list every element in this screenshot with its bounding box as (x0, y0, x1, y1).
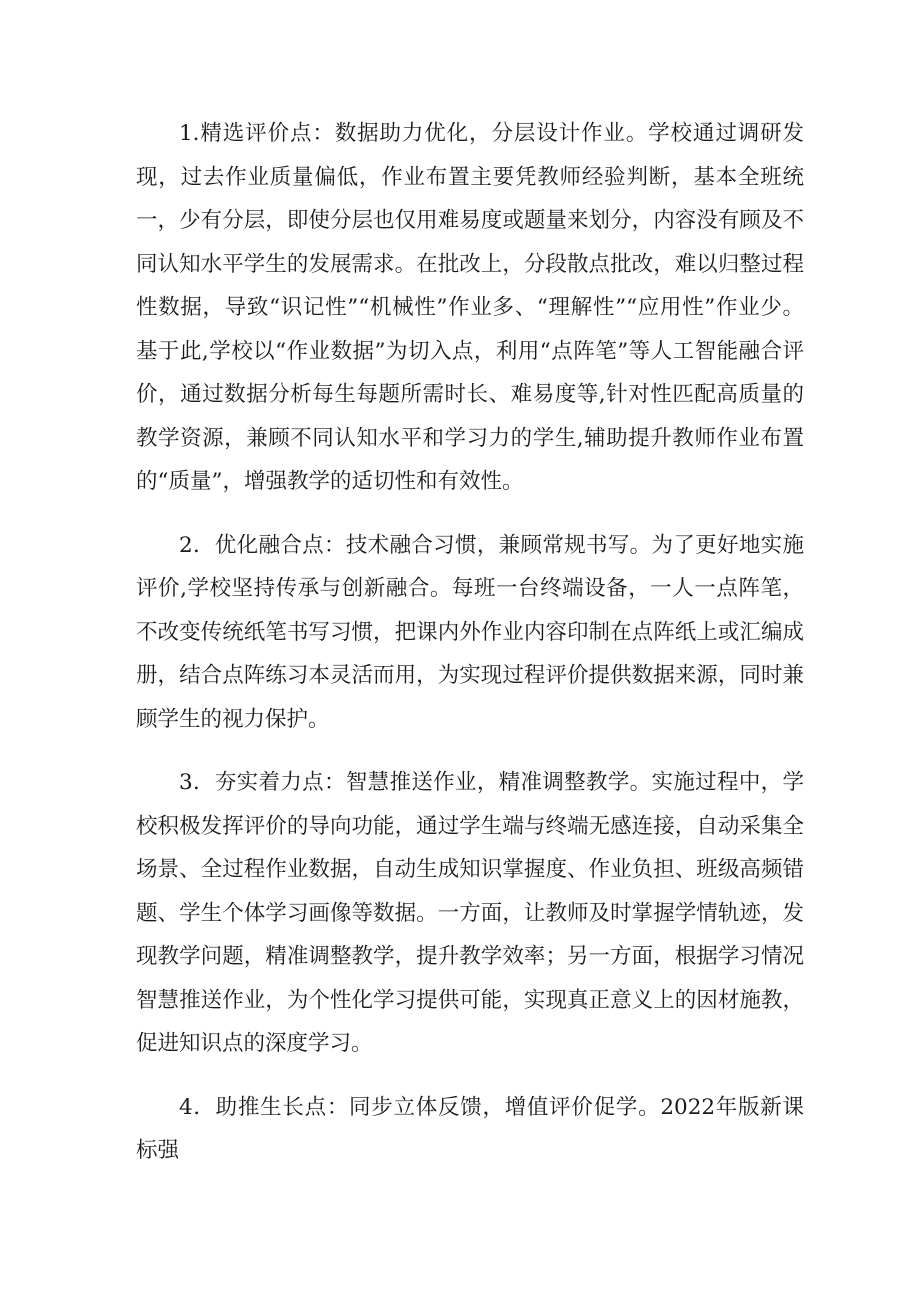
paragraph-4: 4．助推生长点：同步立体反馈，增值评价促学。2022年版新课标强 (136, 1094, 804, 1163)
paragraph-1: 1.精选评价点：数据助力优化，分层设计作业。学校通过调研发现，过去作业质量偏低，作业布置主要凭教师经验判断，基本全班统一，少有分层，即使分层也仅用难易度或题量来划分，内容没有顾及不同认知水平学生的发展需求。在批改上，分段散点批改，难以归整过程性数据，导致“识记性”“机械性”作业多、“理解性”“应用性”作业少。基于此,学校以“作业数据”为切入点，利用“点阵笔”等人工智能融合评价，通过数据分析每生每题所需时长、难易度等,针对性匹配高质量的教学资源，兼顾不同认知水平和学习力的学生,辅助提升教师作业布置的“质量”，增强教学的适切性和有效性。 (136, 121, 804, 494)
paragraph-3: 3．夯实着力点：智慧推送作业，精准调整教学。实施过程中，学校积极发挥评价的导向功能，通过学生端与终端无感连接，自动采集全场景、全过程作业数据，自动生成知识掌握度、作业负担、班级高频错题、学生个体学习画像等数据。一方面，让教师及时掌握学情轨迹，发现教学问题，精准调整教学，提升教学效率；另一方面，根据学习情况智慧推送作业，为个性化学习提供可能，实现真正意义上的因材施教，促进知识点的深度学习。 (136, 770, 804, 1056)
paragraph-2: 2．优化融合点：技术融合习惯，兼顾常规书写。为了更好地实施评价,学校坚持传承与创新融合。每班一台终端设备，一人一点阵笔，不改变传统纸笔书写习惯，把课内外作业内容印制在点阵纸上或汇编成册，结合点阵练习本灵活而用，为实现过程评价提供数据来源，同时兼顾学生的视力保护。 (136, 532, 804, 732)
